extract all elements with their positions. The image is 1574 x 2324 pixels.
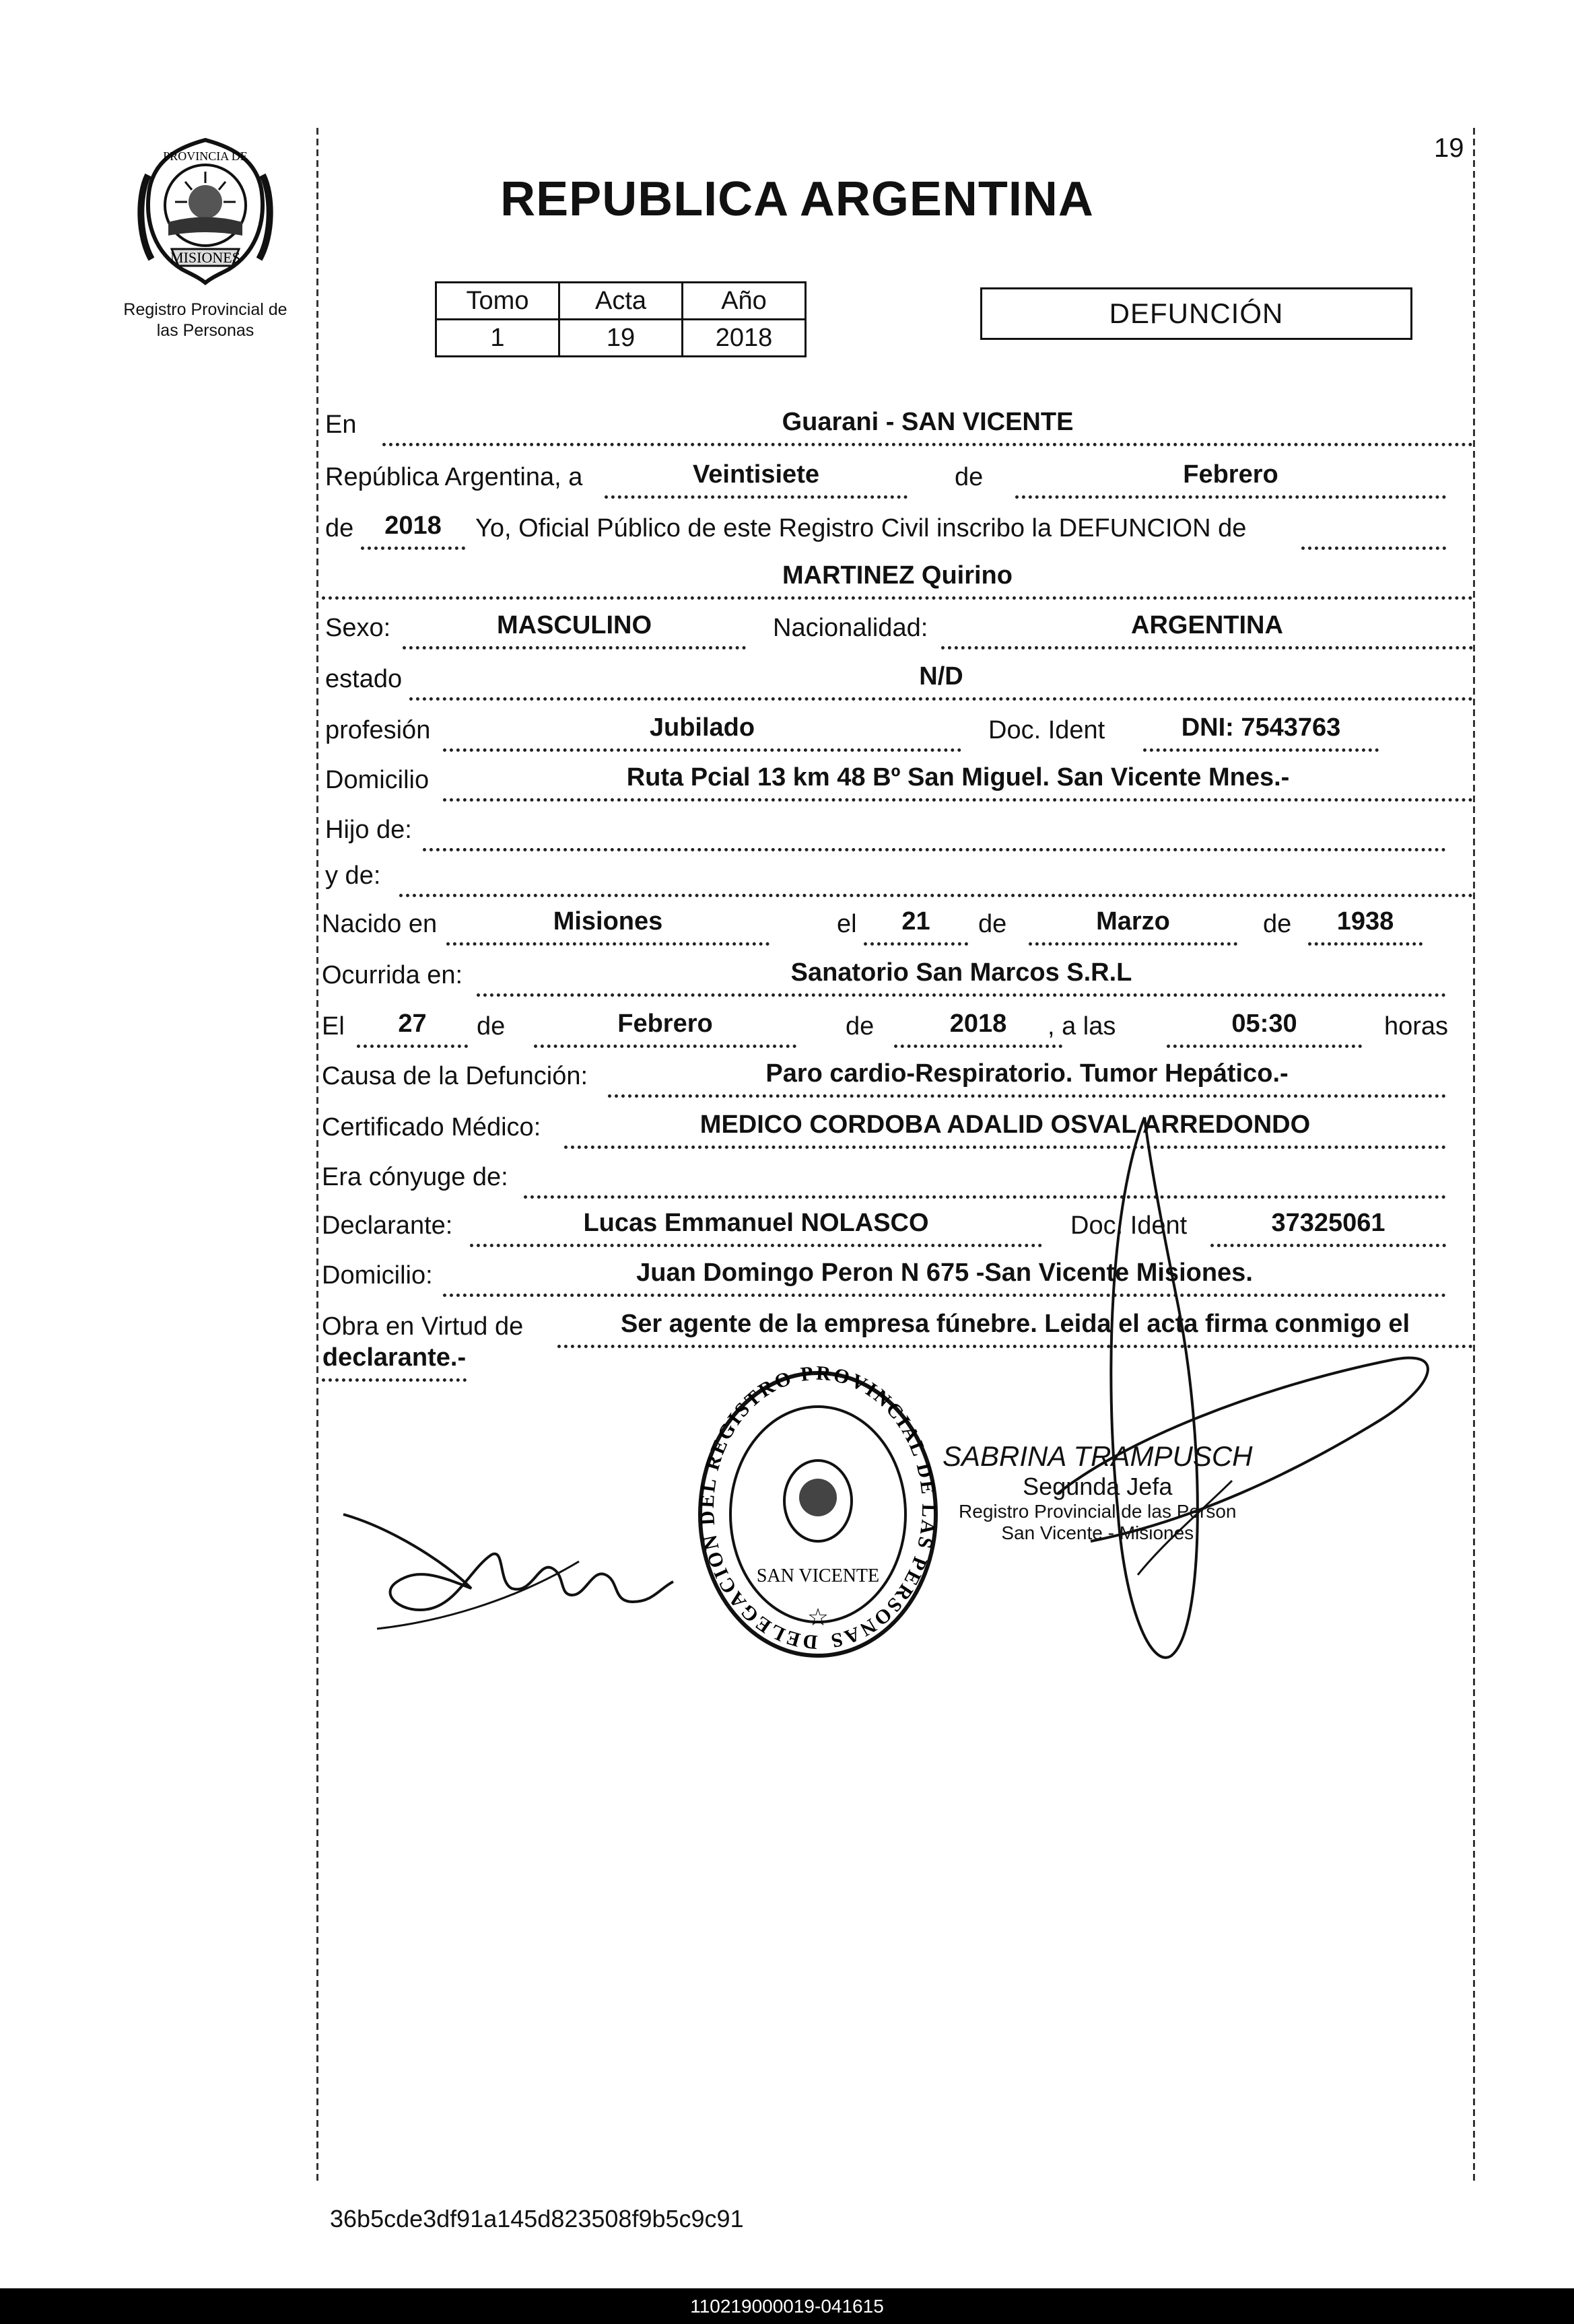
certificado-field: MEDICO CORDOBA ADALID OSVAL ARREDONDO bbox=[564, 1111, 1446, 1149]
official-role: Segunda Jefa bbox=[1023, 1473, 1173, 1500]
footer-code-bar: 110219000019-041615 bbox=[0, 2288, 1574, 2324]
row-hijo bbox=[322, 816, 1473, 856]
left-margin-line bbox=[316, 128, 318, 2181]
en-field: Guarani - SAN VICENTE bbox=[382, 408, 1473, 446]
month-field: Febrero bbox=[1015, 460, 1446, 499]
row-fecha-defuncion bbox=[322, 1012, 1473, 1053]
official-seal-text bbox=[943, 1440, 1253, 1544]
year-field: 2018 bbox=[361, 512, 465, 550]
sexo-label: Sexo: bbox=[325, 614, 391, 642]
domicilio2-field: Juan Domingo Peron N 675 -San Vicente Misiones. bbox=[443, 1259, 1446, 1297]
nac-month-field: Marzo bbox=[1029, 907, 1237, 946]
header-ano: Año bbox=[683, 283, 806, 320]
def-month-field: Febrero bbox=[534, 1010, 796, 1048]
nac-year-field: 1938 bbox=[1308, 907, 1423, 946]
svg-text:SAN VICENTE: SAN VICENTE bbox=[756, 1565, 880, 1586]
day-field: Veintisiete bbox=[605, 460, 908, 499]
conyuge-label: Era cónyuge de: bbox=[322, 1163, 508, 1191]
year-row-trailing-field bbox=[1301, 512, 1446, 550]
nacionalidad-label: Nacionalidad: bbox=[773, 614, 928, 642]
record-type-box: DEFUNCIÓN bbox=[980, 287, 1412, 340]
de-label: de bbox=[955, 463, 984, 491]
doc-label: Doc. Ident bbox=[988, 716, 1105, 744]
def-de-label-2: de bbox=[846, 1012, 875, 1041]
obra-label: Obra en Virtud de bbox=[322, 1312, 524, 1341]
ocurrida-field: Sanatorio San Marcos S.R.L bbox=[477, 958, 1446, 997]
nac-de-label-2: de bbox=[1263, 910, 1292, 938]
row-year bbox=[322, 514, 1473, 555]
row-yde bbox=[322, 861, 1473, 902]
row-name bbox=[322, 561, 1473, 604]
svg-text:PROVINCIA DE: PROVINCIA DE bbox=[163, 149, 248, 163]
decl-doc-label: Doc. Ident bbox=[1070, 1211, 1188, 1240]
nacido-field: Misiones bbox=[446, 907, 769, 946]
logo-caption-line-1: Registro Provincial de bbox=[123, 300, 287, 319]
def-time-field: 05:30 bbox=[1167, 1010, 1362, 1048]
estado-label: estado bbox=[325, 665, 403, 693]
row-estado bbox=[322, 662, 1473, 705]
declarant-signature bbox=[337, 1501, 687, 1635]
header-acta: Acta bbox=[559, 283, 683, 320]
row-nacido bbox=[322, 907, 1473, 950]
nac-de-label-1: de bbox=[978, 910, 1007, 938]
doc-field: DNI: 7543763 bbox=[1143, 713, 1379, 752]
nacionalidad-field: ARGENTINA bbox=[941, 611, 1473, 649]
republica-label: República Argentina, a bbox=[325, 463, 583, 491]
profesion-label: profesión bbox=[325, 716, 431, 744]
de-label-2: de bbox=[325, 514, 354, 542]
certificado-label: Certificado Médico: bbox=[322, 1113, 541, 1141]
value-ano: 2018 bbox=[683, 320, 806, 357]
row-republica bbox=[322, 460, 1473, 503]
value-tomo: 1 bbox=[436, 320, 559, 357]
official-name: SABRINA TRAMPUSCH bbox=[943, 1440, 1253, 1472]
estado-field: N/D bbox=[409, 662, 1473, 701]
row-causa bbox=[322, 1059, 1473, 1102]
nac-day-field: 21 bbox=[864, 907, 968, 946]
value-acta: 19 bbox=[559, 320, 683, 357]
header-tomo: Tomo bbox=[436, 283, 559, 320]
domicilio2-label: Domicilio: bbox=[322, 1261, 433, 1290]
def-year-field: 2018 bbox=[894, 1010, 1062, 1048]
alas-label: , a las bbox=[1048, 1012, 1116, 1041]
def-de-label-1: de bbox=[477, 1012, 506, 1041]
hijo-label: Hijo de: bbox=[325, 816, 412, 844]
row-domicilio bbox=[322, 763, 1473, 806]
official-org-line-1: Registro Provincial de las Person bbox=[959, 1501, 1237, 1522]
row-profesion bbox=[322, 713, 1473, 756]
register-table bbox=[435, 281, 807, 357]
logo-caption bbox=[101, 300, 310, 341]
nacido-label: Nacido en bbox=[322, 910, 438, 938]
obra-field-2: declarante.- bbox=[322, 1343, 467, 1382]
official-signature bbox=[855, 1104, 1461, 1683]
official-org-line-2: San Vicente - Misiones bbox=[1001, 1522, 1194, 1543]
sexo-field: MASCULINO bbox=[403, 611, 746, 649]
decl-doc-field: 37325061 bbox=[1210, 1209, 1446, 1247]
ocurrida-label: Ocurrida en: bbox=[322, 961, 463, 989]
horas-label: horas bbox=[1384, 1012, 1449, 1041]
yde-field bbox=[399, 859, 1473, 897]
document-hash: 36b5cde3df91a145d823508f9b5c9c91 bbox=[330, 2205, 744, 2232]
deceased-name-field: MARTINEZ Quirino bbox=[322, 561, 1473, 600]
def-day-field: 27 bbox=[357, 1010, 468, 1048]
declarante-field: Lucas Emmanuel NOLASCO bbox=[470, 1209, 1042, 1247]
svg-text:☆: ☆ bbox=[807, 1604, 829, 1631]
domicilio-label: Domicilio bbox=[325, 766, 430, 794]
oficial-text: Yo, Oficial Público de este Registro Civil inscribo la DEFUNCION de bbox=[475, 514, 1247, 542]
causa-field: Paro cardio-Respiratorio. Tumor Hepático.- bbox=[608, 1059, 1446, 1098]
el-label: el bbox=[837, 910, 857, 938]
obra-field: Ser agente de la empresa fúnebre. Leida el acta firma conmigo el bbox=[557, 1310, 1473, 1348]
declarante-label: Declarante: bbox=[322, 1211, 453, 1240]
svg-text:DELEGACION DEL REGISTRO PROVIN: DELEGACION DEL REGISTRO PROVINCIAL DE LAS PERSONAS bbox=[695, 1366, 940, 1654]
profesion-field: Jubilado bbox=[443, 713, 961, 752]
logo-caption-line-2: las Personas bbox=[156, 321, 254, 340]
right-margin-line bbox=[1473, 128, 1475, 2181]
document-title: REPUBLICA ARGENTINA bbox=[500, 172, 1094, 226]
row-en bbox=[322, 408, 1473, 451]
row-sexo bbox=[322, 611, 1473, 654]
domicilio-field: Ruta Pcial 13 km 48 Bº San Miguel. San Vicente Mnes.- bbox=[443, 763, 1473, 802]
yde-label: y de: bbox=[325, 861, 381, 890]
svg-text:MISIONES: MISIONES bbox=[170, 249, 240, 266]
el2-label: El bbox=[322, 1012, 345, 1041]
hijo-field bbox=[423, 813, 1446, 851]
row-ocurrida bbox=[322, 958, 1473, 1001]
causa-label: Causa de la Defunción: bbox=[322, 1062, 588, 1090]
page-number: 19 bbox=[1434, 133, 1464, 163]
en-label: En bbox=[325, 411, 357, 439]
